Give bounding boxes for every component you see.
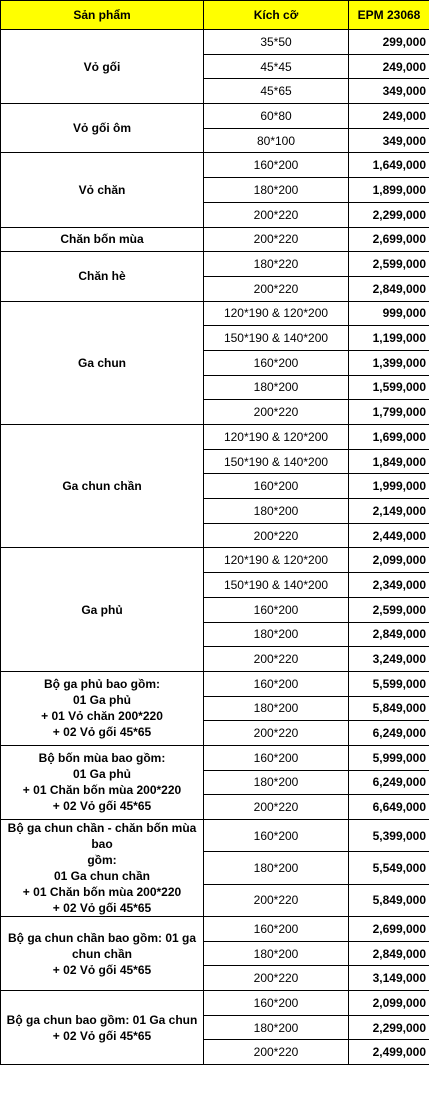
price-cell: 999,000 bbox=[349, 301, 429, 326]
product-name-line: Bộ ga phủ bao gồm: bbox=[44, 677, 160, 692]
product-name-line: Chăn bốn mùa bbox=[60, 232, 144, 247]
size-cell: 180*200 bbox=[204, 696, 349, 721]
price-cell: 2,099,000 bbox=[349, 548, 429, 573]
product-name-cell bbox=[1, 991, 204, 1065]
size-cell: 180*220 bbox=[204, 252, 349, 277]
price-cell: 1,849,000 bbox=[349, 449, 429, 474]
product-name-line: + 02 Vỏ gối 45*65 bbox=[52, 799, 152, 814]
price-cell: 5,849,000 bbox=[349, 696, 429, 721]
product-name-line: Vỏ chăn bbox=[78, 182, 126, 197]
product-name-cell bbox=[1, 252, 204, 301]
product-name-line: Bộ ga chun bao gồm: 01 Ga chun bbox=[6, 1012, 198, 1027]
header-product: Sản phẩm bbox=[1, 1, 204, 30]
product-name-line: Vỏ gối bbox=[83, 59, 121, 74]
price-cell: 2,849,000 bbox=[349, 622, 429, 647]
product-name-cell bbox=[1, 820, 204, 917]
product-name-line: Ga phủ bbox=[81, 602, 123, 617]
price-cell: 1,599,000 bbox=[349, 375, 429, 400]
price-cell: 249,000 bbox=[349, 104, 429, 129]
table-row bbox=[1, 104, 429, 129]
product-name-line: 01 Ga chun chần bbox=[53, 869, 151, 883]
product-name-line: gồm: bbox=[87, 853, 117, 867]
price-cell: 2,699,000 bbox=[349, 917, 429, 942]
size-cell: 180*200 bbox=[204, 622, 349, 647]
price-cell: 5,549,000 bbox=[349, 852, 429, 884]
price-cell: 2,849,000 bbox=[349, 941, 429, 966]
table-row bbox=[1, 745, 429, 770]
product-name-line: + 01 Vỏ chăn 200*220 bbox=[41, 709, 163, 724]
size-cell: 150*190 & 140*200 bbox=[204, 573, 349, 598]
price-cell: 5,849,000 bbox=[349, 884, 429, 916]
table-row bbox=[1, 425, 429, 450]
price-cell: 1,699,000 bbox=[349, 425, 429, 450]
table-row bbox=[1, 30, 429, 55]
size-cell: 180*200 bbox=[204, 499, 349, 524]
price-cell: 2,299,000 bbox=[349, 202, 429, 227]
table-row bbox=[1, 153, 429, 178]
product-name-line: 01 Ga phủ bbox=[72, 693, 131, 708]
price-cell: 2,599,000 bbox=[349, 597, 429, 622]
price-cell: 5,999,000 bbox=[349, 745, 429, 770]
product-name-line: Ga chun chần bbox=[62, 479, 142, 494]
price-cell: 2,599,000 bbox=[349, 252, 429, 277]
header-row bbox=[1, 1, 429, 30]
size-cell: 200*220 bbox=[204, 795, 349, 820]
size-cell: 120*190 & 120*200 bbox=[204, 301, 349, 326]
price-cell: 1,399,000 bbox=[349, 350, 429, 375]
price-cell: 3,249,000 bbox=[349, 647, 429, 672]
price-cell: 349,000 bbox=[349, 79, 429, 104]
product-name-cell bbox=[1, 917, 204, 991]
price-cell: 249,000 bbox=[349, 54, 429, 79]
table-row bbox=[1, 252, 429, 277]
price-cell: 349,000 bbox=[349, 128, 429, 153]
product-name-cell bbox=[1, 227, 204, 252]
price-cell: 6,249,000 bbox=[349, 770, 429, 795]
size-cell: 180*200 bbox=[204, 178, 349, 203]
price-cell: 6,249,000 bbox=[349, 721, 429, 746]
product-name-cell bbox=[1, 104, 204, 153]
product-name-line: + 01 Chăn bốn mùa 200*220 bbox=[22, 783, 182, 798]
product-name-cell bbox=[1, 548, 204, 671]
price-cell: 2,849,000 bbox=[349, 276, 429, 301]
size-cell: 60*80 bbox=[204, 104, 349, 129]
price-cell: 1,899,000 bbox=[349, 178, 429, 203]
price-cell: 2,449,000 bbox=[349, 523, 429, 548]
product-name-cell bbox=[1, 301, 204, 424]
product-name-line: + 01 Chăn bốn mùa 200*220 bbox=[22, 885, 182, 899]
size-cell: 200*220 bbox=[204, 884, 349, 916]
size-cell: 200*220 bbox=[204, 227, 349, 252]
size-cell: 45*45 bbox=[204, 54, 349, 79]
size-cell: 160*200 bbox=[204, 671, 349, 696]
product-name-cell bbox=[1, 30, 204, 104]
size-cell: 180*200 bbox=[204, 941, 349, 966]
size-cell: 180*200 bbox=[204, 1015, 349, 1040]
price-cell: 299,000 bbox=[349, 30, 429, 55]
price-cell: 1,649,000 bbox=[349, 153, 429, 178]
product-name-line: Chăn hè bbox=[78, 269, 126, 284]
table-row bbox=[1, 227, 429, 252]
price-cell: 2,349,000 bbox=[349, 573, 429, 598]
table-row bbox=[1, 671, 429, 696]
size-cell: 120*190 & 120*200 bbox=[204, 548, 349, 573]
size-cell: 200*220 bbox=[204, 400, 349, 425]
size-cell: 200*220 bbox=[204, 523, 349, 548]
table-row bbox=[1, 991, 429, 1016]
product-name-line: + 02 Vỏ gối 45*65 bbox=[52, 1028, 152, 1043]
price-table-body bbox=[1, 30, 429, 1065]
product-name-line: Bộ bốn mùa bao gồm: bbox=[38, 751, 166, 766]
size-cell: 160*200 bbox=[204, 820, 349, 852]
price-cell: 1,799,000 bbox=[349, 400, 429, 425]
header-size: Kích cỡ bbox=[204, 1, 349, 30]
header-price: EPM 23068 bbox=[349, 1, 429, 30]
size-cell: 160*200 bbox=[204, 474, 349, 499]
price-cell: 5,399,000 bbox=[349, 820, 429, 852]
size-cell: 120*190 & 120*200 bbox=[204, 425, 349, 450]
product-name-line: + 02 Vỏ gối 45*65 bbox=[52, 725, 152, 740]
price-cell: 2,499,000 bbox=[349, 1040, 429, 1065]
price-cell: 6,649,000 bbox=[349, 795, 429, 820]
product-name-cell bbox=[1, 153, 204, 227]
product-name-line: Bộ ga chun chần bao gồm: 01 ga bbox=[7, 930, 197, 945]
product-name-cell bbox=[1, 425, 204, 548]
size-cell: 200*220 bbox=[204, 647, 349, 672]
size-cell: 80*100 bbox=[204, 128, 349, 153]
size-cell: 160*200 bbox=[204, 350, 349, 375]
product-name-cell bbox=[1, 745, 204, 819]
size-cell: 200*220 bbox=[204, 1040, 349, 1065]
size-cell: 180*200 bbox=[204, 375, 349, 400]
price-cell: 3,149,000 bbox=[349, 966, 429, 991]
price-cell: 1,999,000 bbox=[349, 474, 429, 499]
product-name-line: 01 Ga phủ bbox=[72, 767, 131, 782]
price-cell: 5,599,000 bbox=[349, 671, 429, 696]
size-cell: 150*190 & 140*200 bbox=[204, 449, 349, 474]
product-name-line: + 02 Vỏ gối 45*65 bbox=[52, 962, 152, 977]
price-cell: 2,299,000 bbox=[349, 1015, 429, 1040]
size-cell: 200*220 bbox=[204, 721, 349, 746]
table-row bbox=[1, 301, 429, 326]
price-cell: 2,149,000 bbox=[349, 499, 429, 524]
product-name-line: Vỏ gối ôm bbox=[73, 121, 131, 136]
size-cell: 160*200 bbox=[204, 991, 349, 1016]
size-cell: 160*200 bbox=[204, 745, 349, 770]
product-name-line: + 02 Vỏ gối 45*65 bbox=[52, 901, 152, 915]
size-cell: 180*200 bbox=[204, 852, 349, 884]
size-cell: 35*50 bbox=[204, 30, 349, 55]
price-cell: 1,199,000 bbox=[349, 326, 429, 351]
size-cell: 200*220 bbox=[204, 276, 349, 301]
size-cell: 160*200 bbox=[204, 153, 349, 178]
size-cell: 160*200 bbox=[204, 917, 349, 942]
price-cell: 2,699,000 bbox=[349, 227, 429, 252]
table-row bbox=[1, 917, 429, 942]
size-cell: 180*200 bbox=[204, 770, 349, 795]
table-row bbox=[1, 548, 429, 573]
size-cell: 160*200 bbox=[204, 597, 349, 622]
product-name-line: chun chần bbox=[71, 946, 132, 961]
size-cell: 200*220 bbox=[204, 202, 349, 227]
size-cell: 45*65 bbox=[204, 79, 349, 104]
size-cell: 150*190 & 140*200 bbox=[204, 326, 349, 351]
product-name-cell bbox=[1, 671, 204, 745]
product-name-line: Bộ ga chun chần - chăn bốn mùa bao bbox=[7, 821, 197, 851]
table-row bbox=[1, 820, 429, 852]
price-cell: 2,099,000 bbox=[349, 991, 429, 1016]
product-name-line: Ga chun bbox=[77, 355, 126, 370]
size-cell: 200*220 bbox=[204, 966, 349, 991]
